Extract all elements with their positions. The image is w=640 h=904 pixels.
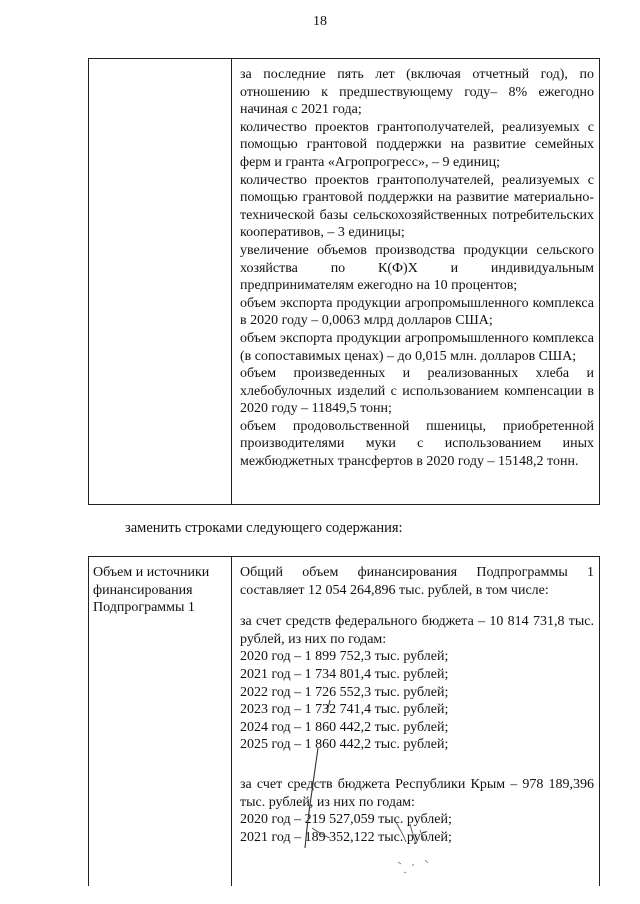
indicator-paragraph: увеличение объемов производства продукции сельского хозяйства по К(Ф)Х и индивидуальным предпринимателям ежегодно на 10 процентов; (240, 242, 594, 294)
top-table-right-cell (232, 59, 599, 504)
top-table (88, 58, 600, 505)
indicator-paragraph: количество проектов грантополучателей, реализуемых с помощью грантовой поддержки на развитие семейных ферм и гранта «Агропрогресс», – 9 единиц; (240, 119, 594, 170)
indicator-paragraph: объем экспорта продукции агропромышленного комплекса в 2020 году – 0,0063 млрд долларов США; (240, 295, 594, 329)
crimea-budget-heading: за счет средств бюджета Республики Крым – 978 189,396 тыс. рублей, из них по годам: (240, 776, 594, 810)
page-number: 18 (313, 14, 327, 29)
financing-details-cell (232, 557, 599, 886)
indicator-paragraph: за последние пять лет (включая отчетный год), по отношению к предшествующему году– 8% ежегодно начиная с 2021 года; (240, 67, 594, 118)
federal-year-line: 2021 год – 1 734 801,4 тыс. рублей; (240, 666, 449, 682)
federal-year-line: 2022 год – 1 726 552,3 тыс. рублей; (240, 684, 449, 700)
crimea-year-line: 2021 год – 189 352,122 тыс. рублей; (240, 829, 452, 845)
federal-budget-heading: за счет средств федерального бюджета – 10 814 731,8 тыс. рублей, из них по годам: (240, 614, 594, 647)
total-financing: Общий объем финансирования Подпрограммы 1 составляет 12 054 264,896 тыс. рублей, в том числе: (240, 565, 594, 598)
federal-year-line: 2020 год – 1 899 752,3 тыс. рублей; (240, 649, 449, 665)
indicator-paragraph: объем произведенных и реализованных хлеба и хлебобулочных изделий с использованием компенсации в 2020 году – 11849,5 тонн; (240, 366, 594, 417)
top-table-left-cell (89, 59, 232, 504)
crimea-year-line: 2020 год – 219 527,059 тыс. рублей; (240, 812, 452, 828)
indicator-paragraph: количество проектов грантополучателей, реализуемых с помощью грантовой поддержки на развитие материально-технической базы сельскохозяйственных потребительских кооперативов, – 3 единицы; (240, 172, 594, 241)
bottom-table (88, 556, 600, 886)
indicator-paragraph: объем продовольственной пшеницы, приобретенной производителями муки с использованием иных межбюджетных трансфертов в 2020 году – 15148,2 тонн. (240, 418, 594, 470)
federal-year-line: 2025 год – 1 860 442,2 тыс. рублей; (240, 737, 449, 753)
federal-year-line: 2024 год – 1 860 442,2 тыс. рублей; (240, 719, 449, 735)
financing-label-cell: Объем и источники финансирования Подпрограммы 1 (89, 557, 232, 886)
indicator-paragraph: объем экспорта продукции агропромышленного комплекса (в сопоставимых ценах) – до 0,015 млн. долларов США; (240, 330, 594, 364)
replacement-intro: заменить строками следующего содержания: (125, 520, 403, 536)
federal-year-line: 2023 год – 1 732 741,4 тыс. рублей; (240, 702, 449, 718)
